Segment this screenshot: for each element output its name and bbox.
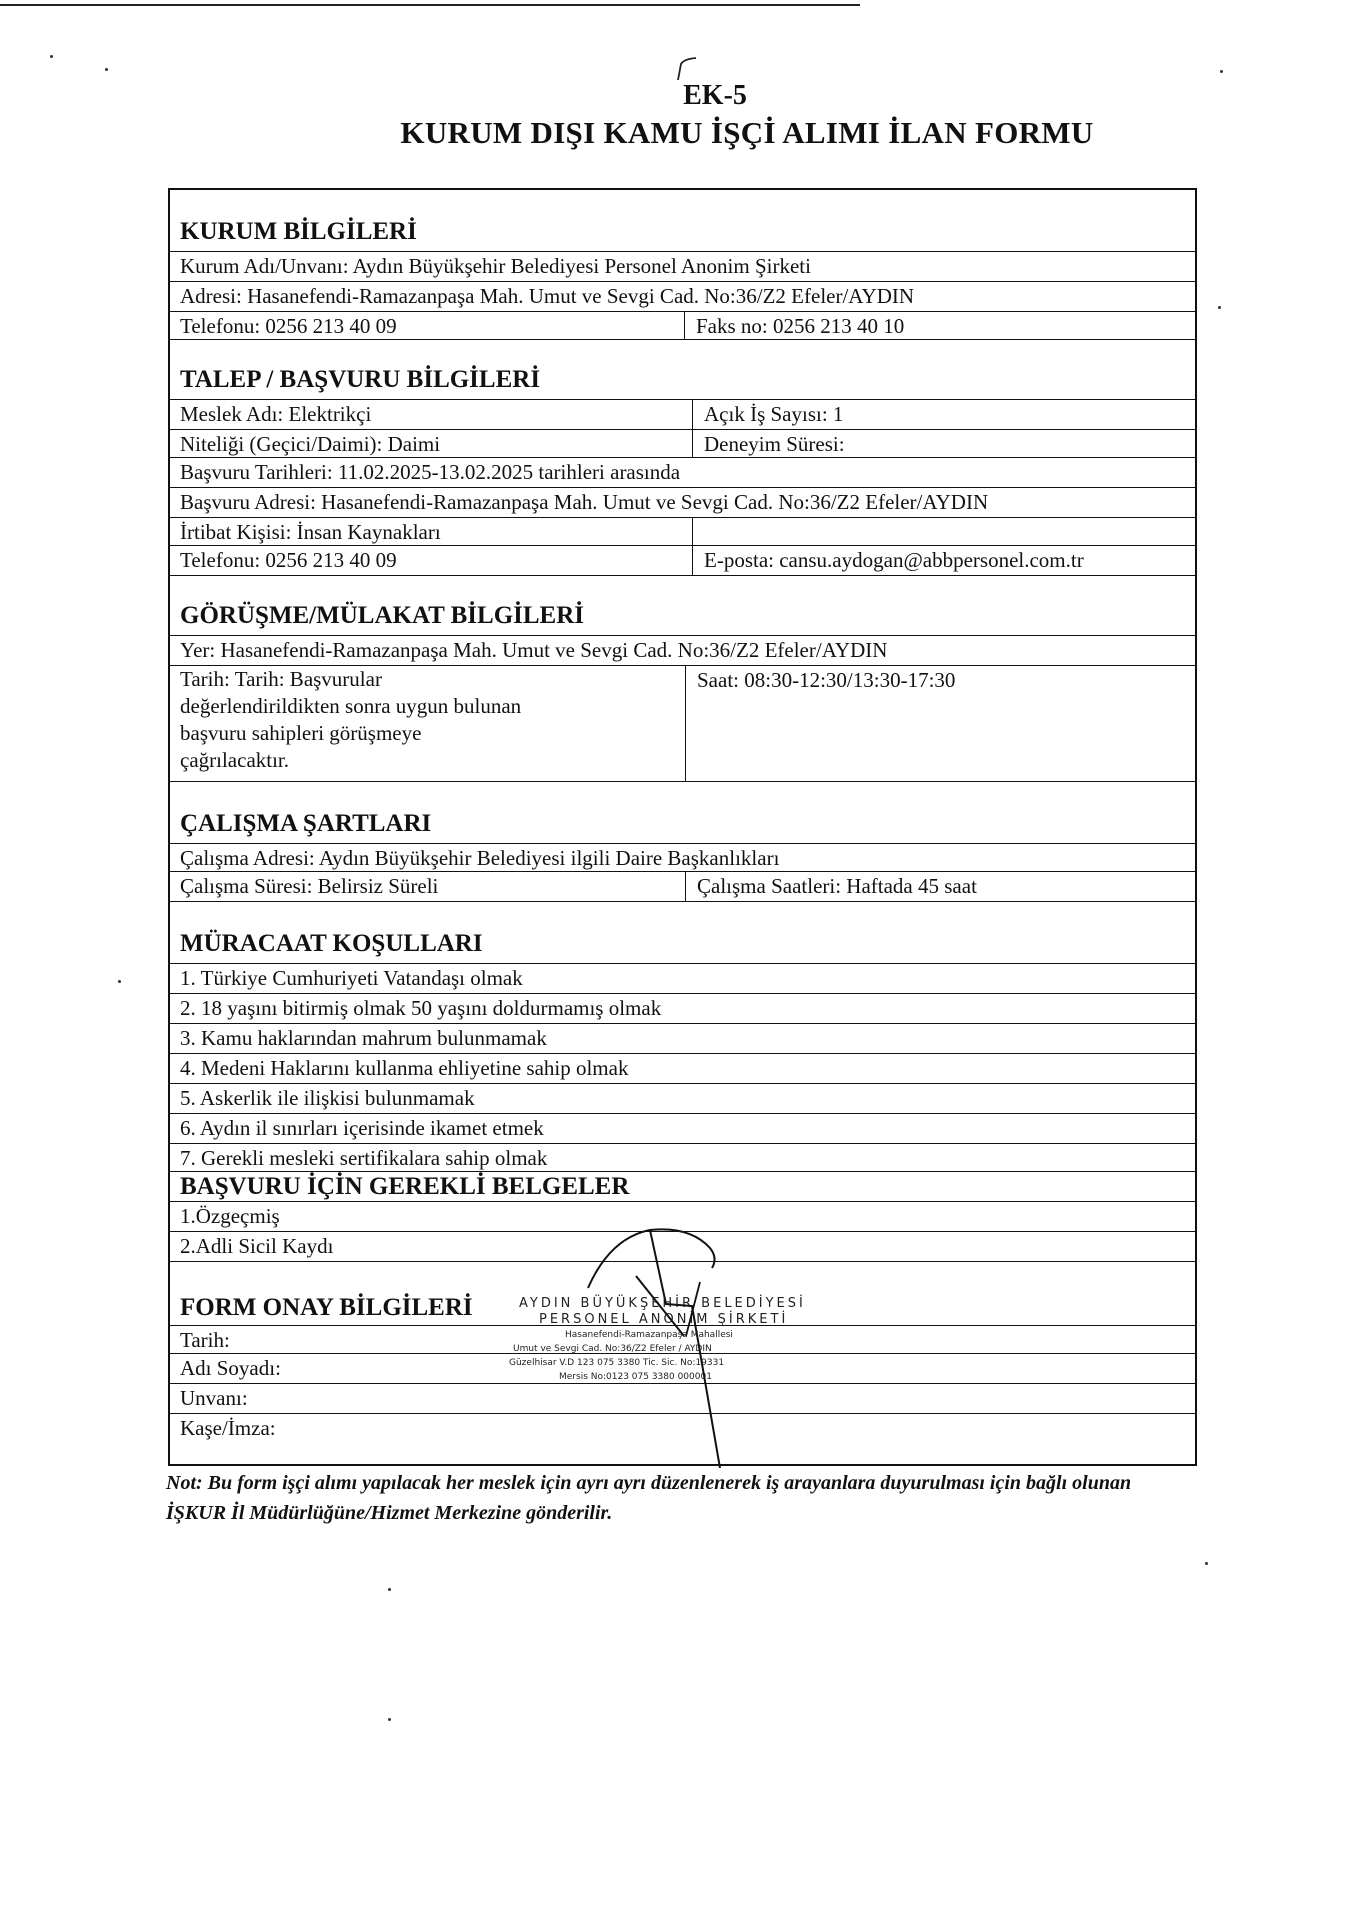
list-item: 5. Askerlik ile ilişkisi bulunmamak [170,1084,1195,1114]
kurum-adres: Adresi: Hasanefendi-Ramazanpaşa Mah. Umut ve Sevgi Cad. No:36/Z2 Efeler/AYDIN [180,284,915,308]
row-basvuru-tarihleri [170,458,1195,488]
row-irtibat [170,518,1195,546]
gorusme-saat: Saat: 08:30-12:30/13:30-17:30 [697,668,956,692]
row-calisma-adresi [170,844,1195,872]
scan-top-line [0,4,860,6]
section-kurum [170,190,1195,252]
scan-speck [1205,1562,1208,1565]
acik-is-sayisi: Açık İş Sayısı: 1 [704,402,844,426]
scan-speck [105,68,108,71]
section-gorusme [170,576,1195,636]
section-heading: TALEP / BAŞVURU BİLGİLERİ [180,366,541,393]
list-item: 3. Kamu haklarından mahrum bulunmamak [170,1024,1195,1054]
form-code: EK-5 [683,80,747,111]
row-gorusme-yer [170,636,1195,666]
form-title: KURUM DIŞI KAMU İŞÇİ ALIMI İLAN FORMU [400,115,1094,150]
calisma-saatleri: Çalışma Saatleri: Haftada 45 saat [697,874,977,898]
row-calisma-sure [170,872,1195,902]
row-kurum-adres [170,282,1195,312]
row-kurum-adi [170,252,1195,282]
scan-speck [118,980,121,983]
calisma-suresi: Çalışma Süresi: Belirsiz Süreli [180,874,439,898]
row-gorusme-zaman [170,666,1195,782]
kurum-adi: Kurum Adı/Unvanı: Aydın Büyükşehir Belediyesi Personel Anonim Şirketi [180,254,811,278]
gorusme-yer: Yer: Hasanefendi-Ramazanpaşa Mah. Umut ve Sevgi Cad. No:36/Z2 Efeler/AYDIN [180,638,888,662]
talep-telefon: Telefonu: 0256 213 40 09 [180,548,397,572]
onay-adi-soyadi: Adı Soyadı: [180,1356,281,1380]
list-item: 6. Aydın il sınırları içerisinde ikamet etmek [170,1114,1195,1144]
section-heading: BAŞVURU İÇİN GEREKLİ BELGELER [180,1173,630,1200]
onay-kase-imza: Kaşe/İmza: [180,1416,276,1440]
basvuru-adresi: Başvuru Adresi: Hasanefendi-Ramazanpaşa Mah. Umut ve Sevgi Cad. No:36/Z2 Efeler/AYDIN [180,490,989,514]
scan-speck [388,1588,391,1591]
irtibat-kisisi: İrtibat Kişisi: İnsan Kaynakları [180,520,441,544]
list-item: 1. Türkiye Cumhuriyeti Vatandaşı olmak [170,964,1195,994]
list-item: 2.Adli Sicil Kaydı [170,1232,1195,1262]
scan-speck [1218,306,1221,309]
calisma-adresi: Çalışma Adresi: Aydın Büyükşehir Belediyesi ilgili Daire Başkanlıkları [180,846,780,870]
meslek-adi: Meslek Adı: Elektrikçi [180,402,372,426]
deneyim-suresi: Deneyim Süresi: [704,432,845,456]
scan-speck [388,1718,391,1721]
section-heading: KURUM BİLGİLERİ [180,218,417,245]
section-talep [170,340,1195,400]
company-stamp: AYDIN BÜYÜKŞEHİR BELEDİYESİ PERSONEL ANONİM ŞİRKETİ Hasanefendi-Ramazanpaşa Mahallesi Umut ve Sevgi Cad. No:36/Z2 Efeler / AYDIN Güzelhisar V.D 123 075 3380 Tic. Sic. No:19331 Mersis No:0123 075 3380 000001 [509,1296,806,1382]
section-heading: FORM ONAY BİLGİLERİ [180,1294,473,1321]
row-basvuru-adresi [170,488,1195,518]
list-item: 1.Özgeçmiş [170,1202,1195,1232]
section-muracaat [170,902,1195,964]
kurum-faks: Faks no: 0256 213 40 10 [696,314,905,338]
scan-speck [1220,70,1223,73]
row-nitelik [170,430,1195,458]
section-calisma [170,782,1195,844]
signature [580,1218,740,1468]
talep-eposta: E-posta: cansu.aydogan@abbpersonel.com.tr [704,548,1084,572]
section-heading: ÇALIŞMA ŞARTLARI [180,810,432,837]
section-belgeler [170,1172,1195,1202]
scan-speck [50,55,53,58]
section-heading: GÖRÜŞME/MÜLAKAT BİLGİLERİ [180,602,585,629]
list-item: 7. Gerekli mesleki sertifikalara sahip olmak [170,1144,1195,1172]
row-talep-iletisim [170,546,1195,576]
section-heading: MÜRACAAT KOŞULLARI [180,930,483,957]
list-item: 2. 18 yaşını bitirmiş olmak 50 yaşını doldurmamış olmak [170,994,1195,1024]
kurum-telefon: Telefonu: 0256 213 40 09 [180,314,397,338]
niteligi: Niteliği (Geçici/Daimi): Daimi [180,432,441,456]
basvuru-tarihleri: Başvuru Tarihleri: 11.02.2025-13.02.2025 tarihleri arasında [180,460,681,484]
onay-tarih: Tarih: [180,1328,230,1352]
onay-unvani: Unvanı: [180,1386,248,1410]
pen-mark [672,56,702,82]
row-kurum-iletisim [170,312,1195,340]
gorusme-tarih: Tarih: Tarih: Başvurular değerlendirildikten sonra uygun bulunan başvuru sahipleri görüşmeye çağrılacaktır. [180,667,522,772]
row-meslek [170,400,1195,430]
list-item: 4. Medeni Haklarını kullanma ehliyetine sahip olmak [170,1054,1195,1084]
form-note: Not: Bu form işçi alımı yapılacak her meslek için ayrı ayrı düzenlenerek iş arayanlara duyurulması için bağlı olunan İŞKUR İl Müdürlüğüne/Hizmet Merkezine gönderilir. [166,1472,1132,1524]
